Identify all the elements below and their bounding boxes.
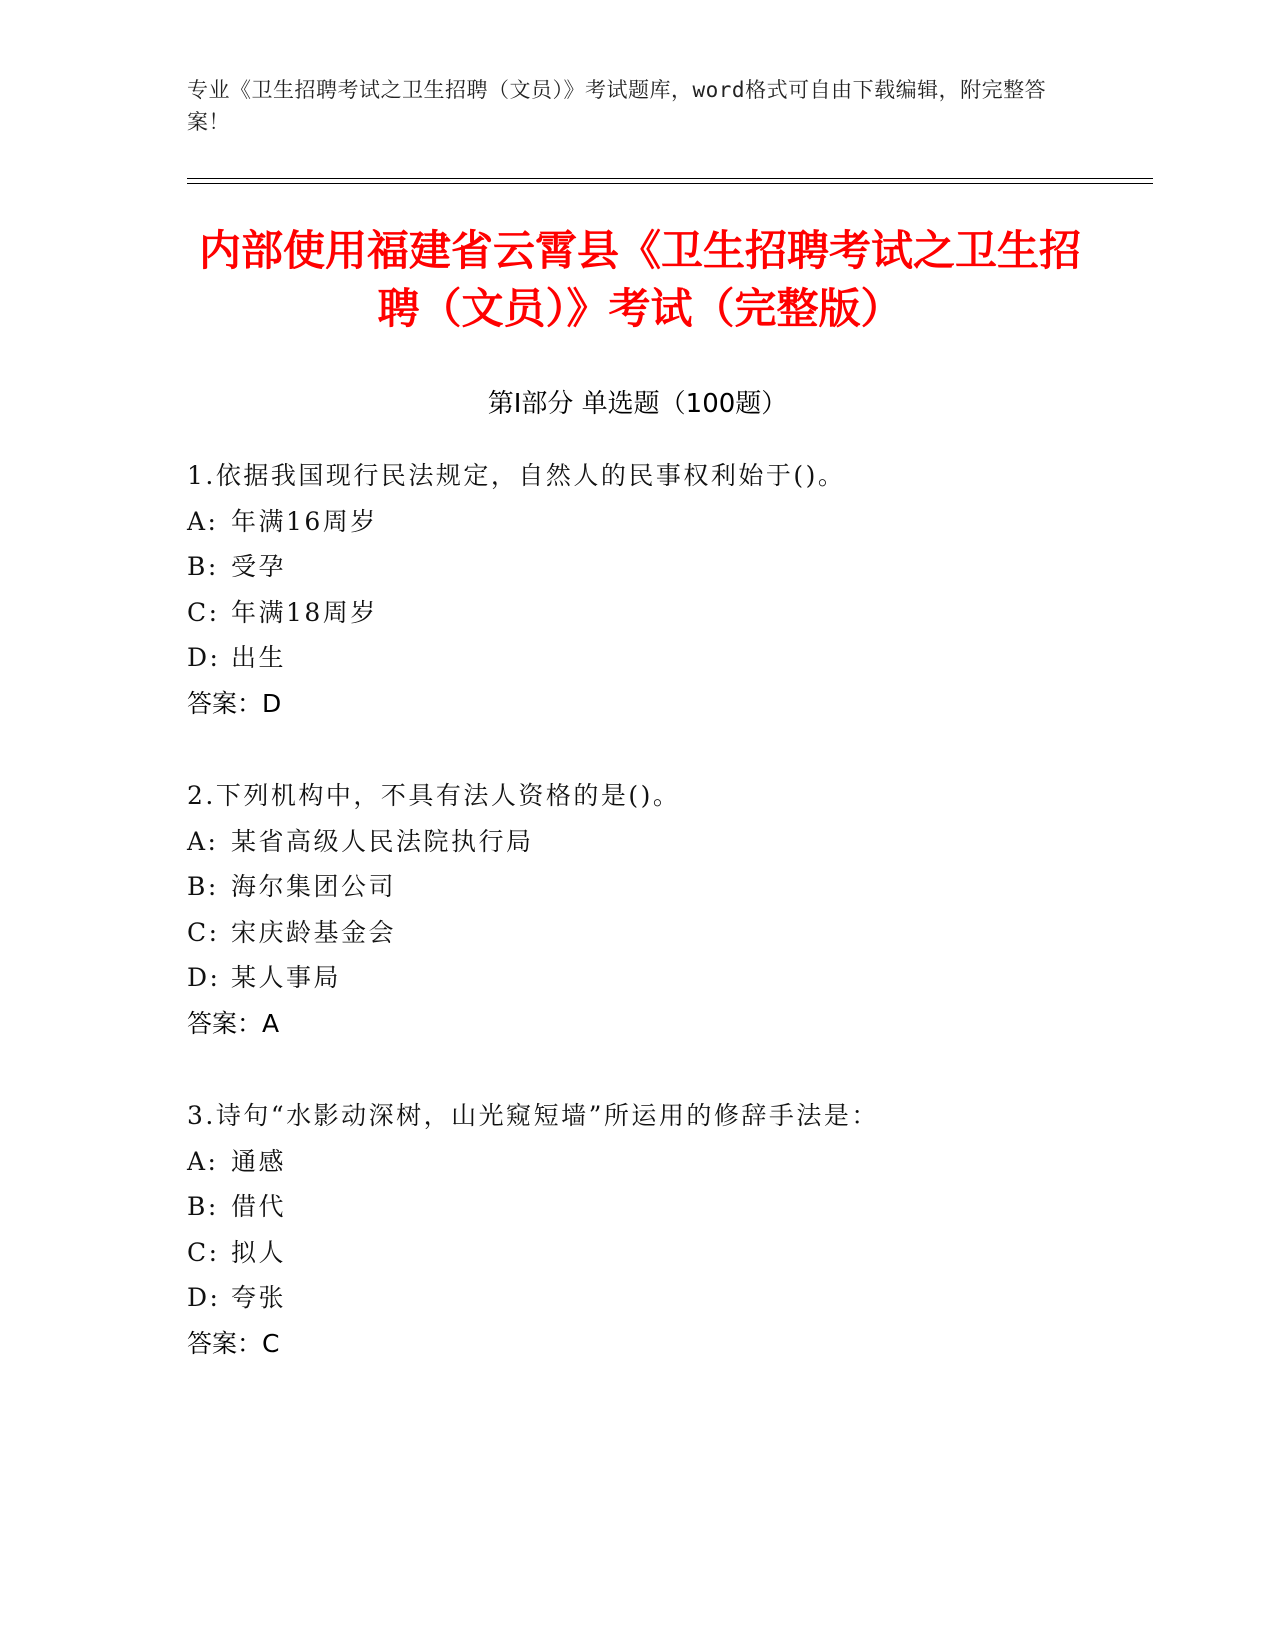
option-text: 出生 bbox=[231, 643, 287, 672]
option-d bbox=[187, 1275, 1147, 1321]
option-letter: B: bbox=[187, 1192, 219, 1221]
option-text: 某人事局 bbox=[231, 963, 342, 992]
option-c bbox=[187, 910, 1147, 956]
answer-key: 答案：C bbox=[187, 1328, 280, 1358]
question-3 bbox=[187, 1093, 1147, 1366]
option-b bbox=[187, 1184, 1147, 1230]
option-a bbox=[187, 1139, 1147, 1185]
option-letter: A: bbox=[187, 506, 219, 536]
question-stem: 1.依据我国现行民法规定，自然人的民事权利始于()。 bbox=[187, 461, 846, 490]
option-a bbox=[187, 819, 1147, 865]
option-letter: C: bbox=[187, 1237, 220, 1267]
option-letter: C: bbox=[187, 917, 220, 947]
option-c bbox=[187, 1230, 1147, 1276]
option-text: 年满16周岁 bbox=[231, 506, 378, 536]
option-text: 夸张 bbox=[231, 1283, 287, 1312]
divider-line-bottom bbox=[187, 183, 1153, 184]
option-letter: A: bbox=[187, 1146, 219, 1176]
question-stem: 3.诗句“水影动深树，山光窥短墙”所运用的修辞手法是： bbox=[187, 1101, 879, 1130]
option-letter: B: bbox=[187, 872, 219, 901]
answer-key: 答案：D bbox=[187, 688, 282, 718]
option-letter: D: bbox=[187, 643, 221, 672]
divider-line-top bbox=[187, 178, 1153, 179]
option-letter: C: bbox=[187, 597, 220, 627]
document-title: 内部使用福建省云霄县《卫生招聘考试之卫生招聘（文员）》考试（完整版） bbox=[198, 226, 1081, 333]
question-1 bbox=[187, 453, 1147, 726]
option-text: 通感 bbox=[231, 1146, 287, 1176]
option-letter: B: bbox=[187, 552, 219, 581]
option-letter: D: bbox=[187, 963, 221, 992]
option-b bbox=[187, 864, 1147, 910]
option-letter: A: bbox=[187, 826, 219, 856]
option-d bbox=[187, 955, 1147, 1001]
question-stem: 2.下列机构中，不具有法人资格的是()。 bbox=[187, 781, 681, 810]
option-c bbox=[187, 590, 1147, 636]
option-d bbox=[187, 635, 1147, 681]
section-heading: 第Ⅰ部分 单选题（100题） bbox=[487, 389, 788, 419]
option-text: 宋庆龄基金会 bbox=[231, 917, 397, 947]
question-2 bbox=[187, 773, 1147, 1046]
option-text: 拟人 bbox=[231, 1237, 287, 1267]
option-a bbox=[187, 499, 1147, 545]
answer-key: 答案：A bbox=[187, 1008, 280, 1038]
option-text: 受孕 bbox=[231, 552, 287, 581]
option-letter: D: bbox=[187, 1283, 221, 1312]
option-text: 借代 bbox=[231, 1192, 287, 1221]
option-text: 年满18周岁 bbox=[231, 597, 378, 627]
header-note: 专业《卫生招聘考试之卫生招聘（文员）》考试题库，word格式可自由下载编辑，附完整答案！ bbox=[187, 78, 1047, 134]
option-b bbox=[187, 544, 1147, 590]
option-text: 海尔集团公司 bbox=[231, 872, 397, 901]
option-text: 某省高级人民法院执行局 bbox=[231, 826, 534, 856]
